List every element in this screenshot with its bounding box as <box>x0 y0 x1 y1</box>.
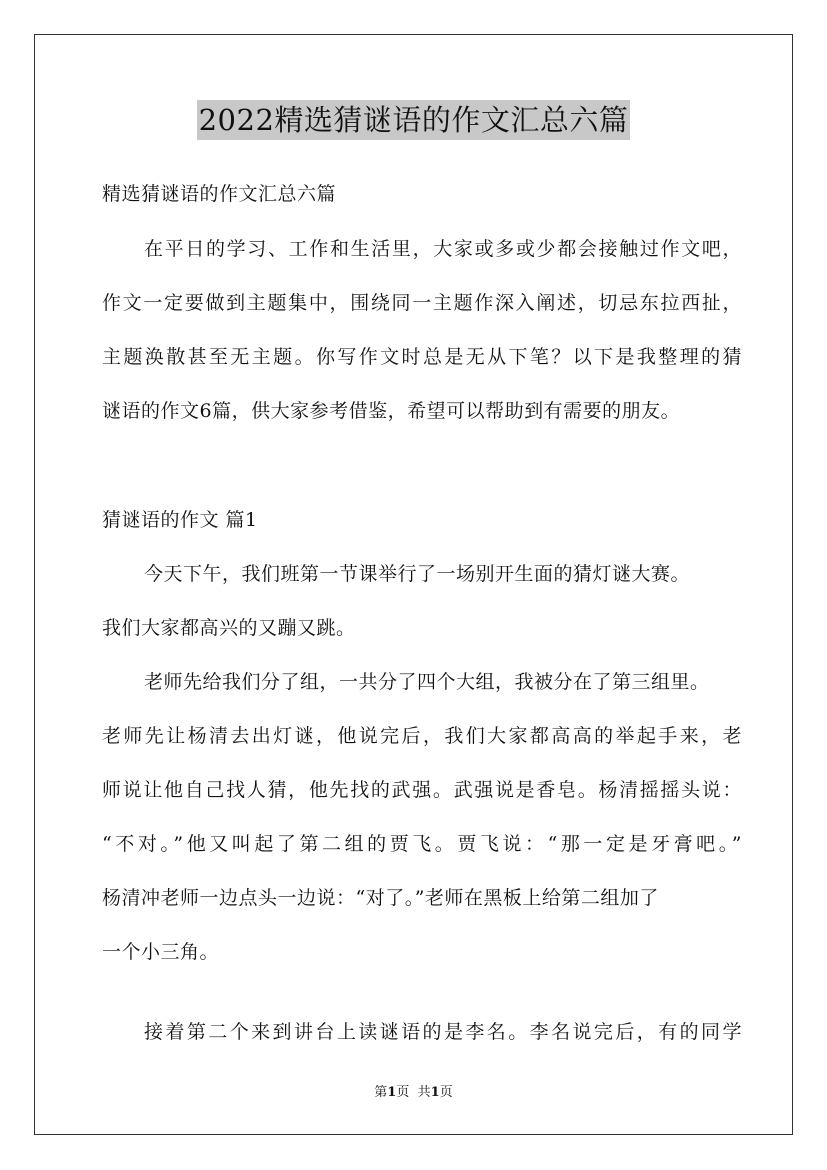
para1-line-2: 我们大家都高兴的又蹦又跳。 <box>102 617 356 639</box>
para2-line-4: “不对。”他又叫起了第二组的贾飞。贾飞说：“那一定是牙膏吧。” <box>102 833 742 855</box>
para2-line-1: 老师先给我们分了组，一共分了四个大组，我被分在了第三组里。 <box>144 671 710 693</box>
title-container <box>0 100 827 140</box>
intro-line-3: 主题涣散甚至无主题。你写作文时总是无从下笔？以下是我整理的猜 <box>102 346 742 368</box>
footer-page-prefix: 第 <box>374 1085 388 1100</box>
intro-line-4: 谜语的作文6篇，供大家参考借鉴，希望可以帮助到有需要的朋友。 <box>102 400 681 422</box>
document-title: 2022精选猜谜语的作文汇总六篇 <box>197 100 631 140</box>
para3-line-1: 接着第二个来到讲台上读谜语的是李名。李名说完后，有的同学 <box>144 1021 742 1043</box>
para2-line-2: 老师先让杨清去出灯谜，他说完后，我们大家都高高的举起手来，老 <box>102 725 742 747</box>
document-subtitle: 精选猜谜语的作文汇总六篇 <box>102 183 337 205</box>
para2-line-3: 师说让他自己找人猜，他先找的武强。武强说是香皂。杨清摇摇头说： <box>102 779 742 801</box>
footer-total-number: 1 <box>430 1085 440 1100</box>
intro-line-1: 在平日的学习、工作和生活里，大家或多或少都会接触过作文吧， <box>144 238 742 260</box>
para2-line-6: 一个小三角。 <box>102 941 220 963</box>
section-heading: 猜谜语的作文 篇1 <box>102 509 258 531</box>
footer-total-suffix: 页 <box>439 1085 453 1100</box>
page-footer <box>0 1085 827 1101</box>
para2-line-5: 杨清冲老师一边点头一边说：“对了。”老师在黑板上给第二组加了 <box>102 887 659 909</box>
footer-page-suffix: 页 <box>396 1085 410 1100</box>
intro-line-2: 作文一定要做到主题集中，围绕同一主题作深入阐述，切忌东拉西扯， <box>102 292 742 314</box>
footer-page-number: 1 <box>387 1085 397 1100</box>
footer-total-prefix: 共 <box>417 1085 431 1100</box>
para1-line-1: 今天下午，我们班第一节课举行了一场别开生面的猜灯谜大赛。 <box>144 563 691 585</box>
